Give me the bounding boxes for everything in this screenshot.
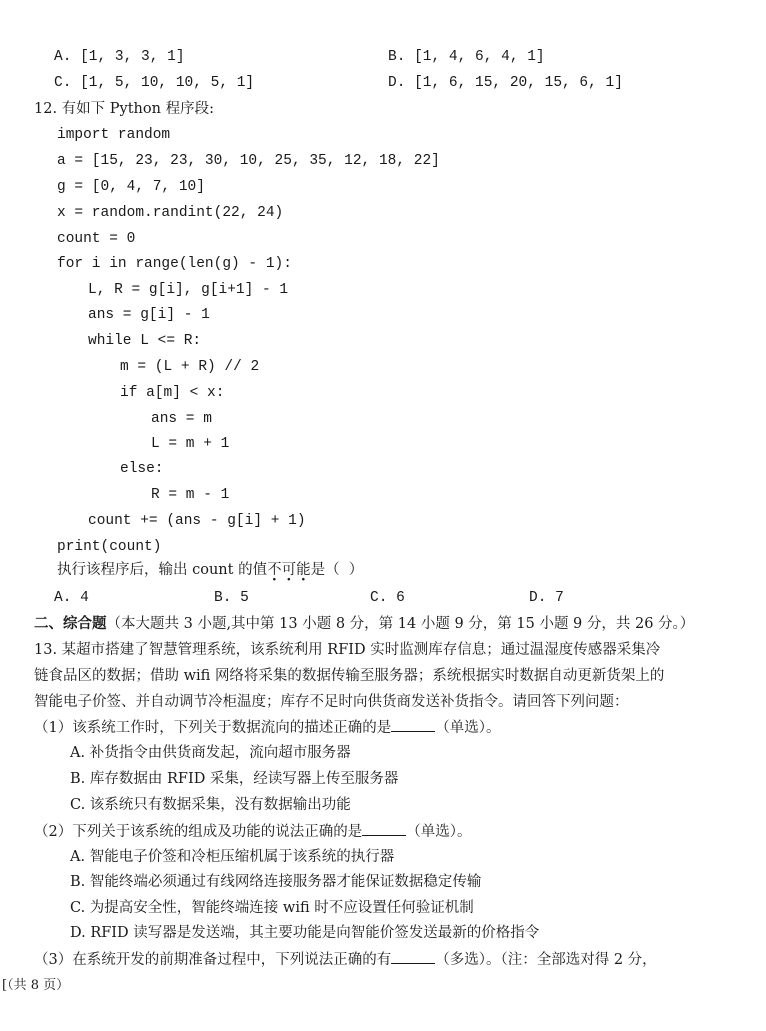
- emphasis-char: 能: [296, 562, 311, 578]
- code-line: R = m - 1: [151, 487, 230, 503]
- code-line: count += (ans - g[i] + 1): [88, 513, 306, 529]
- q11-option-d: D. [1, 6, 15, 20, 15, 6, 1]: [388, 75, 623, 91]
- code-line: for i in range(len(g) - 1):: [57, 256, 292, 272]
- code-line: count = 0: [57, 231, 136, 247]
- q13-sub1-option-b: B. 库存数据由 RFID 采集，经读写器上传至服务器: [70, 771, 399, 787]
- page-footer: [（共 8 页）: [2, 978, 70, 993]
- q11-option-b: B. [1, 4, 6, 4, 1]: [388, 49, 545, 65]
- answer-blank: [391, 717, 435, 732]
- code-line: else:: [120, 461, 164, 477]
- q13-sub2-option-a: A. 智能电子价签和冷柜压缩机属于该系统的执行器: [70, 849, 395, 865]
- code-line: a = [15, 23, 23, 30, 10, 25, 35, 12, 18, 22]: [57, 153, 440, 169]
- q12-question-pre: 执行该程序后，输出 count 的值: [57, 562, 268, 578]
- code-line: m = (L + R) // 2: [120, 359, 260, 375]
- q13-sub3-text: （3）在系统开发的前期准备过程中，下列说法正确的有: [34, 952, 392, 968]
- code-line: while L <= R:: [88, 333, 202, 349]
- q13-sub1-option-c: C. 该系统只有数据采集，没有数据输出功能: [70, 797, 351, 813]
- code-line: if a[m] < x:: [120, 385, 225, 401]
- q12-option-b: B. 5: [214, 590, 249, 606]
- q12-option-c: C. 6: [370, 590, 405, 606]
- emphasis-char: 可: [281, 562, 297, 578]
- q13-stem-line: 智能电子价签、并自动调节冷柜温度；库存不足时向供货商发送补货指令。请回答下列问题：: [34, 694, 629, 710]
- q13-sub1-type: （单选）。: [435, 720, 501, 736]
- q13-sub2: [34, 821, 471, 842]
- q13-sub2-option-c: C. 为提高安全性，智能终端连接 wifi 时不应设置任何验证机制: [70, 900, 474, 916]
- code-line: ans = g[i] - 1: [88, 307, 210, 323]
- q13-sub3-type: （多选）。（注：全部选对得 2 分，: [435, 952, 657, 968]
- code-line: L, R = g[i], g[i+1] - 1: [88, 282, 289, 298]
- section-title: 二、综合题: [34, 616, 107, 632]
- code-line: ans = m: [151, 411, 212, 427]
- answer-blank: [362, 821, 406, 836]
- q13-sub2-type: （单选）。: [406, 824, 472, 840]
- q13-sub3: [34, 949, 657, 970]
- q11-option-a: A. [1, 3, 3, 1]: [54, 49, 185, 65]
- code-line: g = [0, 4, 7, 10]: [57, 179, 205, 195]
- q13-sub1-text: （1）该系统工作时，下列关于数据流向的描述正确的是: [34, 720, 392, 736]
- q12-question-post: 是（ ）: [310, 562, 364, 578]
- q13-sub1: [34, 717, 500, 738]
- q12-question: [57, 560, 363, 580]
- q13-sub2-option-d: D. RFID 读写器是发送端，其主要功能是向智能价签发送最新的价格指令: [70, 925, 540, 941]
- section-heading: [34, 614, 694, 634]
- code-line: x = random.randint(22, 24): [57, 205, 284, 221]
- answer-blank: [391, 949, 435, 964]
- q13-sub2-option-b: B. 智能终端必须通过有线网络连接服务器才能保证数据稳定传输: [70, 874, 482, 890]
- section-note: （本大题共 3 小题,其中第 13 小题 8 分，第 14 小题 9 分，第 15 小题 9 分，共 26 分。）: [106, 616, 695, 632]
- q13-sub1-option-a: A. 补货指令由供货商发起，流向超市服务器: [70, 745, 351, 761]
- emphasis-char: 不: [267, 562, 282, 578]
- q12-stem: 12. 有如下 Python 程序段:: [34, 101, 214, 117]
- q12-option-d: D. 7: [529, 590, 564, 606]
- code-line: L = m + 1: [151, 436, 230, 452]
- code-line: print(count): [57, 539, 162, 555]
- q12-option-a: A. 4: [54, 590, 89, 606]
- q13-stem-line: 13. 某超市搭建了智慧管理系统，该系统利用 RFID 实时监测库存信息；通过温湿度传感器采集冷: [34, 642, 661, 658]
- code-line: import random: [57, 127, 171, 143]
- q11-option-c: C. [1, 5, 10, 10, 5, 1]: [54, 75, 255, 91]
- q13-stem-line: 链食品区的数据；借助 wifi 网络将采集的数据传输至服务器；系统根据实时数据自动更新货架上的: [34, 668, 665, 684]
- q13-sub2-text: （2）下列关于该系统的组成及功能的说法正确的是: [34, 824, 363, 840]
